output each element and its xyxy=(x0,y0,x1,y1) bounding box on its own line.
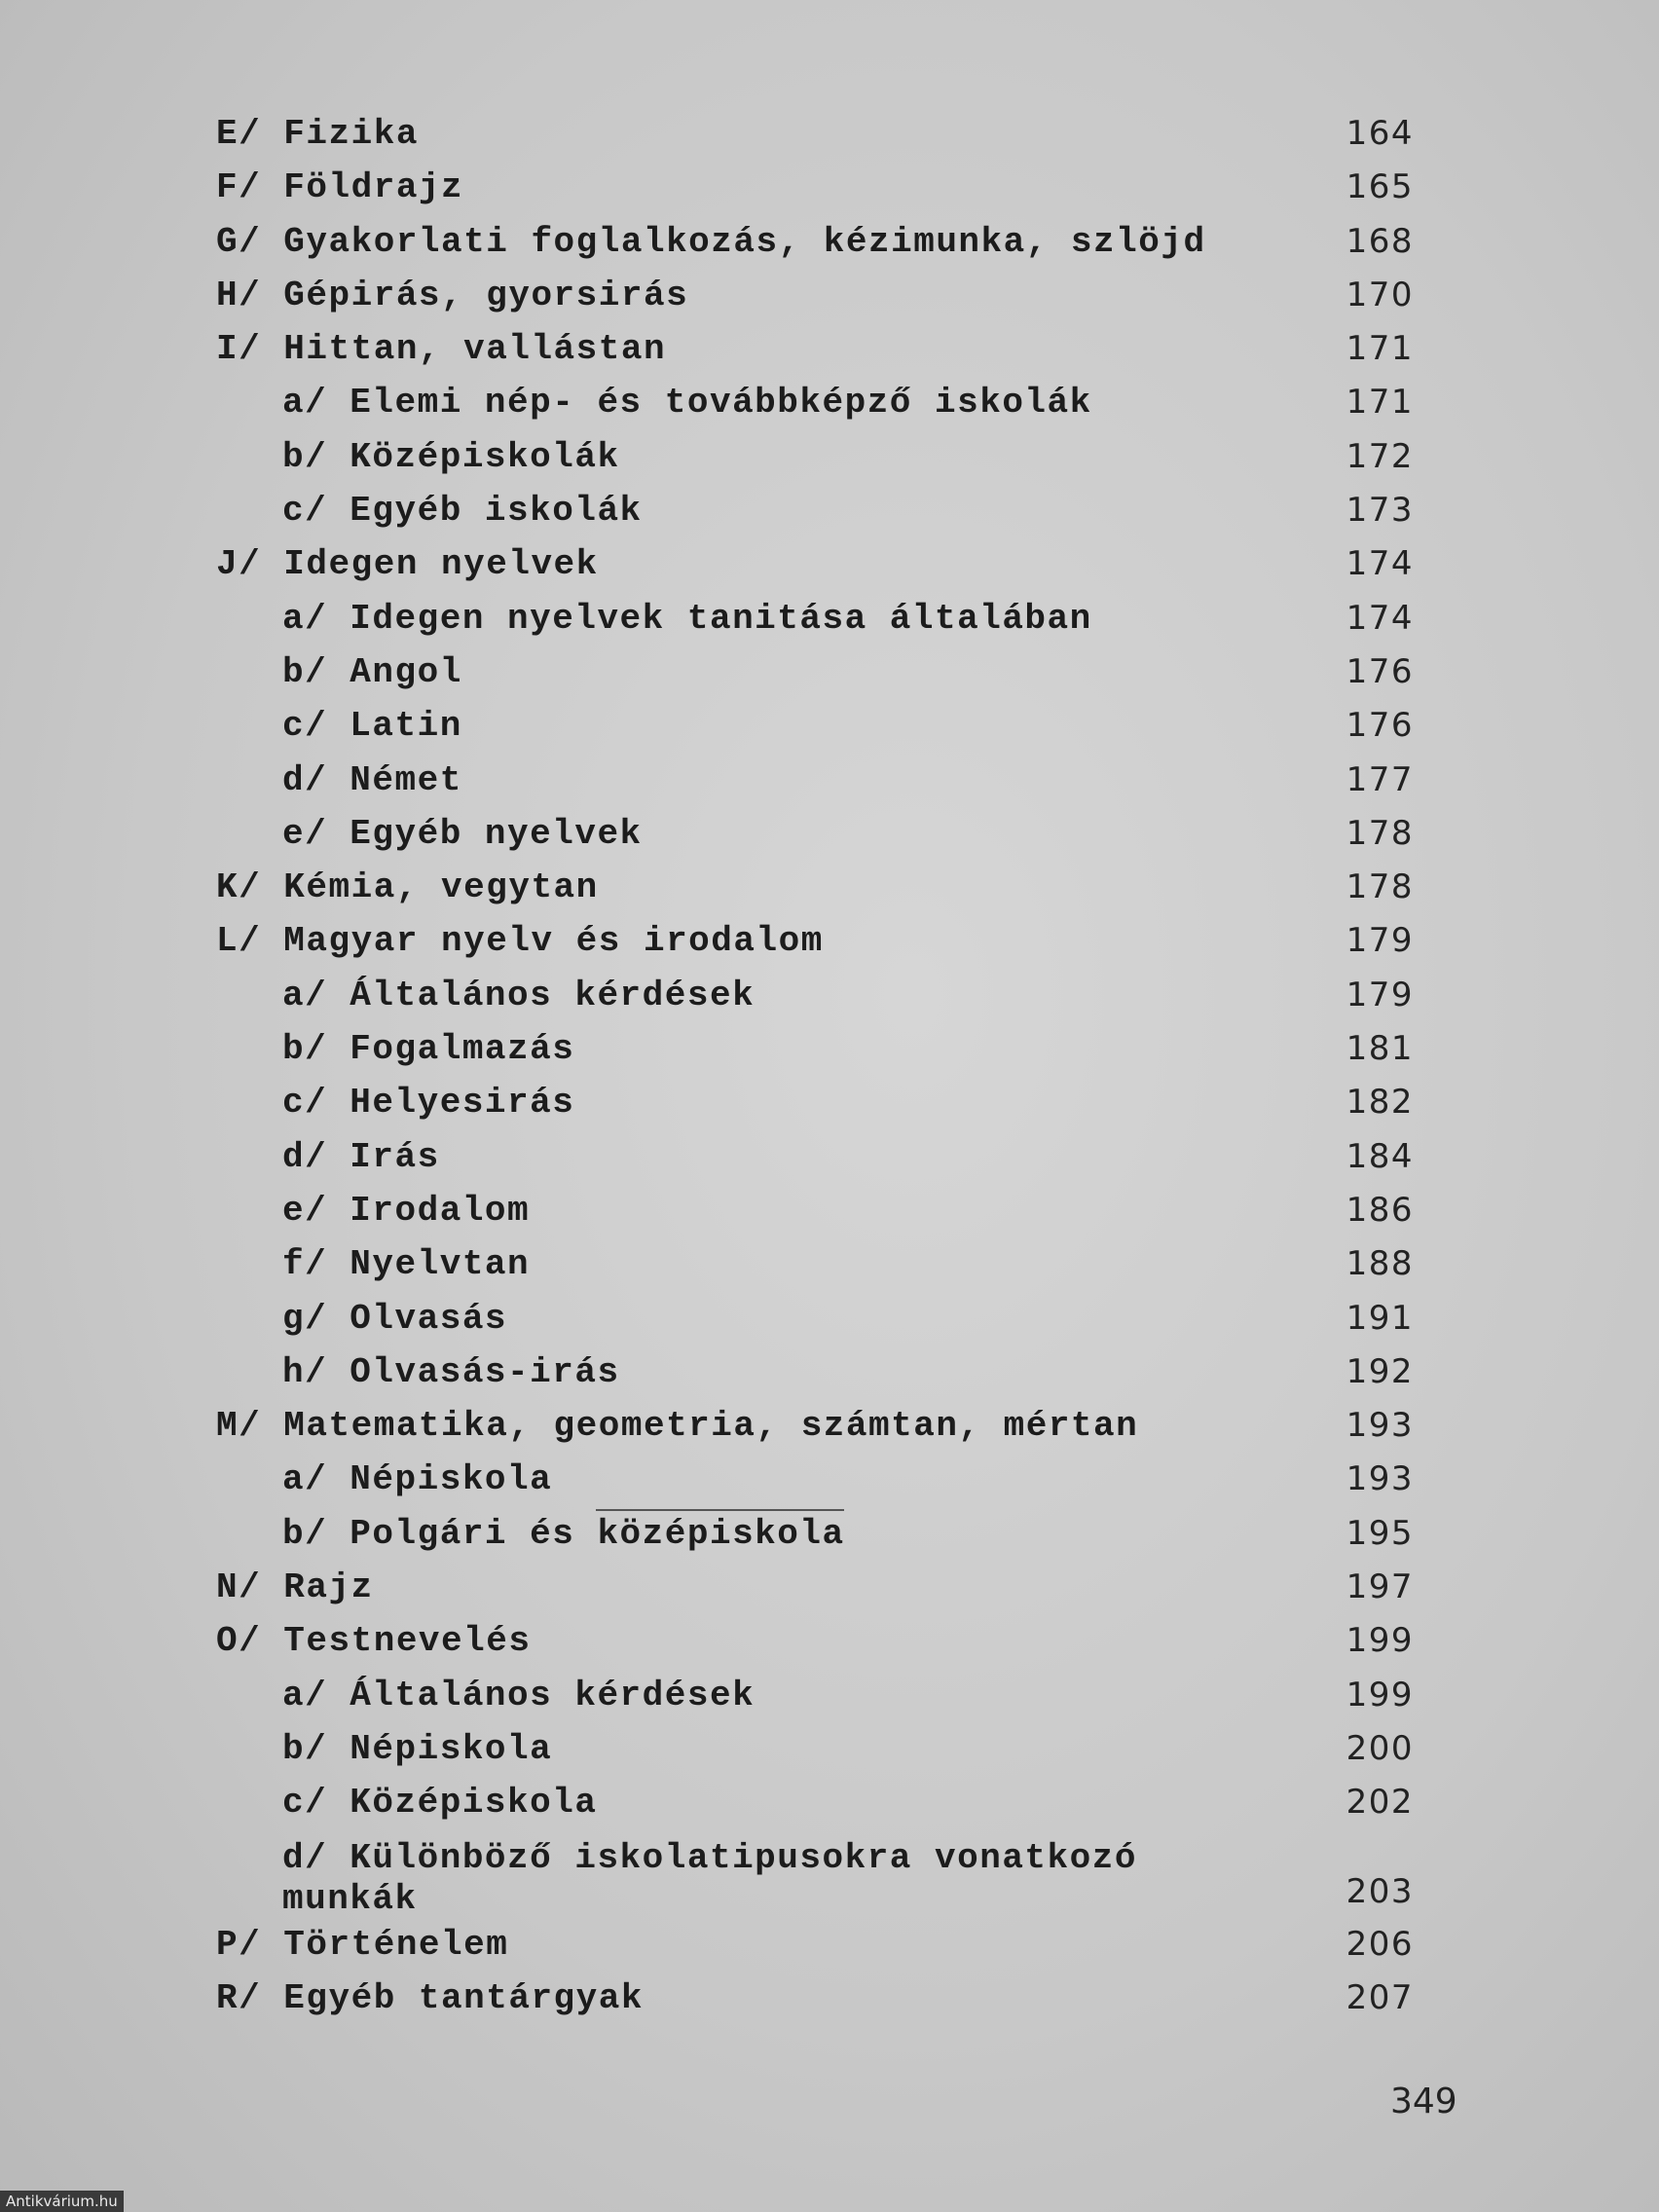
toc-entry xyxy=(216,215,1414,269)
toc-entry-label: b/ Angol xyxy=(282,651,462,692)
toc-entry xyxy=(216,322,1414,376)
toc-entry-label: c/ Középiskola xyxy=(282,1783,598,1824)
toc-entry-page: 195 xyxy=(1346,1513,1414,1553)
toc-entry-label: a/ Népiskola xyxy=(282,1459,553,1500)
toc-entry-page: 199 xyxy=(1346,1621,1414,1661)
toc-entry xyxy=(216,1669,1414,1722)
toc-entry xyxy=(216,161,1414,214)
toc-entry-label: R/ Egyéb tantárgyak xyxy=(216,1977,644,2018)
toc-entry-label: a/ Elemi nép- és továbbképző iskolák xyxy=(282,383,1092,424)
toc-entry-page: 176 xyxy=(1346,651,1414,691)
toc-entry-page: 188 xyxy=(1346,1244,1414,1284)
toc-entry-page: 165 xyxy=(1346,167,1414,207)
toc-entry-label: b/ Népiskola xyxy=(282,1728,553,1769)
toc-entry-label: K/ Kémia, vegytan xyxy=(216,867,599,908)
toc-entry-label: E/ Fizika xyxy=(216,114,419,154)
toc-entry-label: g/ Olvasás xyxy=(282,1298,508,1339)
toc-entry-page: 181 xyxy=(1346,1029,1414,1069)
toc-entry-page: 173 xyxy=(1346,491,1414,531)
table-of-contents xyxy=(216,107,1414,2025)
toc-entry-page: 202 xyxy=(1346,1783,1414,1823)
toc-entry xyxy=(216,269,1414,322)
toc-entry-label: H/ Gépirás, gyorsirás xyxy=(216,275,689,315)
toc-entry-label: b/ Fogalmazás xyxy=(282,1029,575,1070)
toc-entry-label: F/ Földrajz xyxy=(216,167,464,208)
toc-entry xyxy=(216,1918,1414,1972)
toc-entry-label: J/ Idegen nyelvek xyxy=(216,544,599,585)
toc-entry xyxy=(216,537,1414,591)
toc-entry xyxy=(216,1130,1414,1184)
toc-entry-page: 179 xyxy=(1346,975,1414,1014)
toc-entry-label: h/ Olvasás-irás xyxy=(282,1351,620,1392)
toc-entry-page: 191 xyxy=(1346,1298,1414,1338)
toc-entry-page: 199 xyxy=(1346,1675,1414,1714)
toc-entry xyxy=(216,1346,1414,1399)
toc-entry-label: b/ Polgári és középiskola xyxy=(282,1513,845,1554)
toc-entry-label: M/ Matematika, geometria, számtan, mértan xyxy=(216,1406,1139,1447)
toc-entry xyxy=(216,1453,1414,1506)
toc-entry xyxy=(216,1292,1414,1346)
toc-entry-page: 206 xyxy=(1346,1924,1414,1964)
toc-entry-page: 193 xyxy=(1346,1406,1414,1446)
toc-entry-label: d/ Különböző iskolatipusokra vonatkozó munkák xyxy=(282,1837,1137,1919)
toc-entry xyxy=(216,1722,1414,1776)
toc-entry xyxy=(216,1237,1414,1291)
toc-entry-label: a/ Általános kérdések xyxy=(282,1675,756,1715)
toc-entry xyxy=(216,376,1414,429)
toc-entry xyxy=(216,430,1414,484)
toc-entry-label: d/ Irás xyxy=(282,1136,440,1177)
toc-entry-page: 179 xyxy=(1346,921,1414,961)
toc-entry-label: f/ Nyelvtan xyxy=(282,1244,531,1285)
toc-entry-label: d/ Német xyxy=(282,759,462,800)
toc-entry-page: 176 xyxy=(1346,706,1414,746)
toc-entry-label: a/ Idegen nyelvek tanitása általában xyxy=(282,598,1092,639)
toc-entry xyxy=(216,969,1414,1022)
toc-entry xyxy=(216,754,1414,807)
toc-entry-label: G/ Gyakorlati foglalkozás, kézimunka, szlöjd xyxy=(216,221,1206,262)
toc-entry-label: P/ Történelem xyxy=(216,1924,509,1965)
toc-entry-page: 171 xyxy=(1346,329,1414,369)
toc-entry xyxy=(216,807,1414,861)
toc-entry-page: 184 xyxy=(1346,1136,1414,1176)
toc-entry-page: 203 xyxy=(1346,1871,1414,1911)
toc-entry-page: 186 xyxy=(1346,1190,1414,1230)
toc-entry-page: 182 xyxy=(1346,1083,1414,1123)
toc-entry-page: 172 xyxy=(1346,436,1414,476)
toc-entry xyxy=(216,484,1414,537)
toc-entry-page: 177 xyxy=(1346,759,1414,799)
toc-entry-label: a/ Általános kérdések xyxy=(282,975,756,1015)
toc-entry xyxy=(216,1614,1414,1668)
toc-entry-page: 164 xyxy=(1346,114,1414,153)
toc-entry xyxy=(216,645,1414,699)
toc-entry xyxy=(216,861,1414,914)
toc-entry-label: e/ Irodalom xyxy=(282,1190,531,1231)
toc-entry xyxy=(216,1184,1414,1237)
toc-entry-page: 174 xyxy=(1346,544,1414,584)
toc-entry-page: 207 xyxy=(1346,1977,1414,2017)
toc-entry-label: b/ Középiskolák xyxy=(282,436,620,477)
toc-entry xyxy=(216,1507,1414,1561)
toc-entry-label: L/ Magyar nyelv és irodalom xyxy=(216,921,824,962)
toc-entry xyxy=(216,1830,1414,1918)
toc-entry xyxy=(216,592,1414,645)
toc-entry-page: 192 xyxy=(1346,1351,1414,1391)
toc-entry-label: c/ Helyesirás xyxy=(282,1083,575,1124)
pencil-underline xyxy=(596,1509,844,1511)
toc-entry-page: 200 xyxy=(1346,1728,1414,1768)
toc-entry-page: 178 xyxy=(1346,813,1414,853)
toc-entry-label: N/ Rajz xyxy=(216,1567,374,1608)
toc-entry xyxy=(216,699,1414,753)
toc-entry xyxy=(216,107,1414,161)
toc-entry xyxy=(216,1399,1414,1453)
toc-entry-page: 171 xyxy=(1346,383,1414,423)
toc-entry xyxy=(216,1022,1414,1076)
toc-entry-page: 178 xyxy=(1346,867,1414,907)
toc-entry xyxy=(216,1776,1414,1829)
toc-entry-page: 174 xyxy=(1346,598,1414,638)
toc-entry-page: 193 xyxy=(1346,1459,1414,1499)
watermark-label: Antikvárium.hu xyxy=(0,2191,124,2212)
toc-entry xyxy=(216,1561,1414,1614)
toc-entry-label: e/ Egyéb nyelvek xyxy=(282,813,643,854)
toc-entry-page: 197 xyxy=(1346,1567,1414,1607)
toc-entry-label: c/ Egyéb iskolák xyxy=(282,491,643,532)
toc-entry-label: O/ Testnevelés xyxy=(216,1621,532,1662)
toc-entry-page: 168 xyxy=(1346,221,1414,261)
page-number: 349 xyxy=(1390,2082,1457,2121)
toc-entry-label: c/ Latin xyxy=(282,706,462,747)
toc-entry xyxy=(216,914,1414,968)
toc-entry xyxy=(216,1972,1414,2025)
toc-entry-page: 170 xyxy=(1346,275,1414,314)
toc-entry-label: I/ Hittan, vallástan xyxy=(216,329,667,370)
toc-entry xyxy=(216,1076,1414,1129)
